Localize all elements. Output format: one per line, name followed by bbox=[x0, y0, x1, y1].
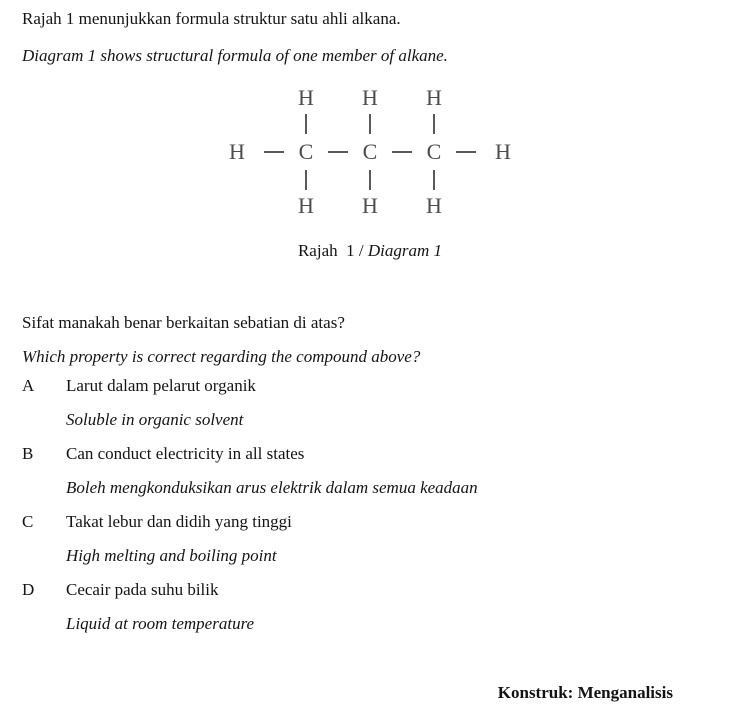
caption-malay: Rajah 1 bbox=[297, 241, 355, 260]
atom-h: H bbox=[362, 193, 378, 218]
horizontal-bond bbox=[449, 137, 483, 167]
spacer bbox=[449, 167, 483, 193]
spacer bbox=[257, 167, 291, 193]
vertical-bond bbox=[291, 111, 321, 137]
spacer bbox=[449, 111, 483, 137]
spacer bbox=[217, 85, 257, 111]
vertical-bond bbox=[419, 111, 449, 137]
spacer bbox=[321, 111, 355, 137]
option-c-line1: Takat lebur dan didih yang tinggi bbox=[66, 512, 292, 531]
diagram-caption bbox=[22, 240, 718, 262]
atom-c: C bbox=[362, 139, 378, 164]
spacer bbox=[257, 193, 291, 219]
atom-h: H bbox=[362, 85, 378, 110]
vertical-bond bbox=[355, 167, 385, 193]
options-list bbox=[22, 375, 718, 635]
spacer bbox=[321, 167, 355, 193]
question-line-english: Which property is correct regarding the compound above? bbox=[22, 347, 421, 366]
option-c bbox=[22, 511, 718, 567]
option-c-letter: C bbox=[22, 512, 34, 531]
caption-english: Diagram 1 bbox=[367, 241, 443, 260]
spacer bbox=[217, 167, 257, 193]
spacer bbox=[483, 111, 523, 137]
spacer bbox=[385, 193, 419, 219]
spacer bbox=[483, 167, 523, 193]
option-d-letter: D bbox=[22, 580, 35, 599]
intro-line-english: Diagram 1 shows structural formula of one member of alkane. bbox=[22, 46, 448, 65]
option-c-line2: High melting and boiling point bbox=[66, 546, 277, 565]
spacer bbox=[385, 85, 419, 111]
spacer bbox=[257, 85, 291, 111]
atom-h: H bbox=[426, 193, 442, 218]
intro-line-malay: Rajah 1 menunjukkan formula struktur satu ahli alkana. bbox=[22, 9, 401, 28]
diagram-container bbox=[22, 85, 718, 219]
atom-c: C bbox=[426, 139, 442, 164]
option-a-line1: Larut dalam pelarut organik bbox=[66, 376, 256, 395]
spacer bbox=[483, 193, 523, 219]
caption-separator: / bbox=[354, 241, 368, 260]
spacer bbox=[483, 85, 523, 111]
option-a bbox=[22, 375, 718, 431]
atom-h: H bbox=[495, 139, 511, 164]
construct-label: Konstruk: Menganalisis bbox=[497, 683, 673, 702]
option-a-line2: Soluble in organic solvent bbox=[66, 410, 244, 429]
spacer bbox=[217, 193, 257, 219]
question-line-malay: Sifat manakah benar berkaitan sebatian di atas? bbox=[22, 313, 345, 332]
spacer bbox=[321, 193, 355, 219]
option-d bbox=[22, 579, 718, 635]
option-b-line2: Boleh mengkonduksikan arus elektrik dalam semua keadaan bbox=[66, 478, 478, 497]
atom-c: C bbox=[298, 139, 314, 164]
atom-h: H bbox=[298, 85, 314, 110]
spacer bbox=[321, 85, 355, 111]
option-d-line2: Liquid at room temperature bbox=[66, 614, 255, 633]
vertical-bond bbox=[419, 167, 449, 193]
spacer bbox=[385, 167, 419, 193]
spacer bbox=[449, 193, 483, 219]
option-b-letter: B bbox=[22, 444, 34, 463]
option-b-line1: Can conduct electricity in all states bbox=[66, 444, 305, 463]
option-a-letter: A bbox=[22, 376, 35, 395]
horizontal-bond bbox=[321, 137, 355, 167]
atom-h: H bbox=[298, 193, 314, 218]
horizontal-bond bbox=[257, 137, 291, 167]
atom-h: H bbox=[229, 139, 245, 164]
structural-formula-diagram bbox=[217, 85, 523, 219]
spacer bbox=[257, 111, 291, 137]
spacer bbox=[385, 111, 419, 137]
spacer bbox=[217, 111, 257, 137]
option-d-line1: Cecair pada suhu bilik bbox=[66, 580, 219, 599]
vertical-bond bbox=[291, 167, 321, 193]
atom-h: H bbox=[426, 85, 442, 110]
vertical-bond bbox=[355, 111, 385, 137]
option-b bbox=[22, 443, 718, 499]
spacer bbox=[449, 85, 483, 111]
horizontal-bond bbox=[385, 137, 419, 167]
